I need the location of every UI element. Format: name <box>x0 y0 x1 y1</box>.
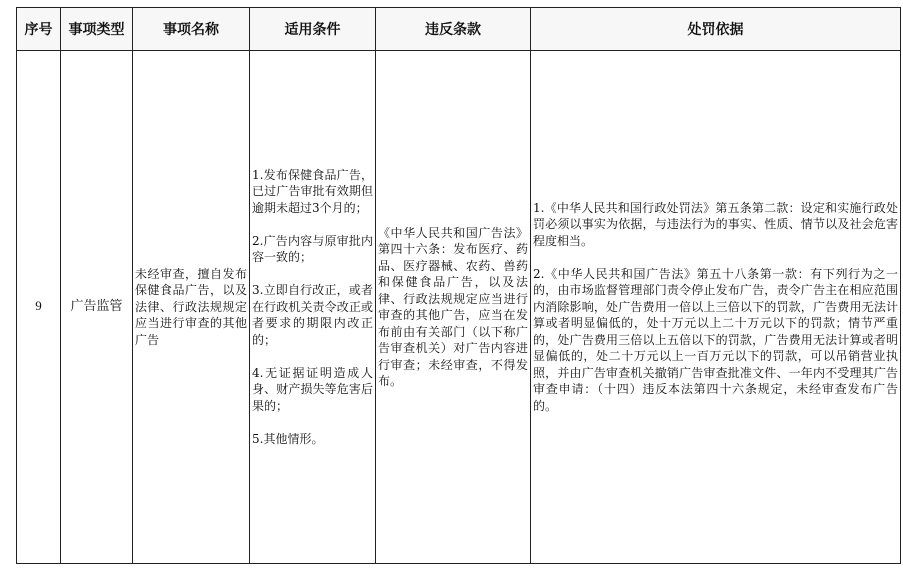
conditions-list <box>250 150 375 464</box>
item-type-text: 广告监管 <box>70 298 123 314</box>
cell-serial-number <box>17 51 61 564</box>
basis-list <box>531 183 900 431</box>
header-violated-clause: 违反条款 <box>376 8 531 51</box>
cell-item-name <box>133 51 250 564</box>
cell-applicable-conditions <box>250 51 376 564</box>
condition-item: 5.其他情形。 <box>252 431 324 446</box>
condition-item: 2.广告内容与原审批内容一致的； <box>252 233 373 265</box>
cell-violated-clause <box>376 51 531 564</box>
header-applicable-conditions: 适用条件 <box>250 8 376 51</box>
header-serial-number: 序号 <box>17 8 61 51</box>
table-header-row <box>17 8 901 51</box>
table-row <box>17 51 901 564</box>
condition-item: 1.发布保健食品广告，已过广告审批有效期但逾期未超过3个月的； <box>252 167 373 215</box>
header-penalty-basis: 处罚依据 <box>531 8 901 51</box>
violation-text: 《中华人民共和国广告法》第四十六条：发布医疗、药品、医疗器械、农药、兽药和保健食品广告，以及法律、行政法规规定应当进行审查的其他广告，应当在发布前由有关部门（以下称广告审查机关）对广告内容进行审查；未经审查，不得发布。 <box>378 225 528 388</box>
item-name-text: 未经审查，擅自发布保健食品广告，以及法律、行政法规规定应当进行审查的其他广告 <box>135 266 247 347</box>
header-item-name: 事项名称 <box>133 8 250 51</box>
condition-item: 3.立即自行改正，或者在行政机关责令改正或者要求的期限内改正的； <box>252 283 373 347</box>
basis-item: 1.《中华人民共和国行政处罚法》第五条第二款：设定和实施行政处罚必须以事实为依据，与违法行为的事实、性质、情节以及社会危害程度相当。 <box>533 200 898 248</box>
basis-item: 2.《中华人民共和国广告法》第五十八条第一款：有下列行为之一的，由市场监督管理部门责令停止发布广告，责令广告主在相应范围内消除影响，处广告费用一倍以上三倍以下的罚款，广告费用无法计算或者明显偏低的，处十万元以上二十万元以下的罚款；情节严重的，处广告费用三倍以上五倍以下的罚款，广告费用无法计算或者明显偏低的，处二十万元以上一百万元以下的罚款，可以吊销营业执照，并由广告审查机关撤销广告审查批准文件、一年内不受理其广告审查申请：（十四）违反本法第四十六条规定，未经审查发布广告的。 <box>533 266 898 413</box>
cell-item-type <box>61 51 133 564</box>
cell-penalty-basis <box>531 51 901 564</box>
serial-number-text: 9 <box>35 298 42 314</box>
header-item-type: 事项类型 <box>61 8 133 51</box>
regulation-table <box>16 7 901 564</box>
condition-item: 4.无证据证明造成人身、财产损失等危害后果的； <box>252 365 373 413</box>
